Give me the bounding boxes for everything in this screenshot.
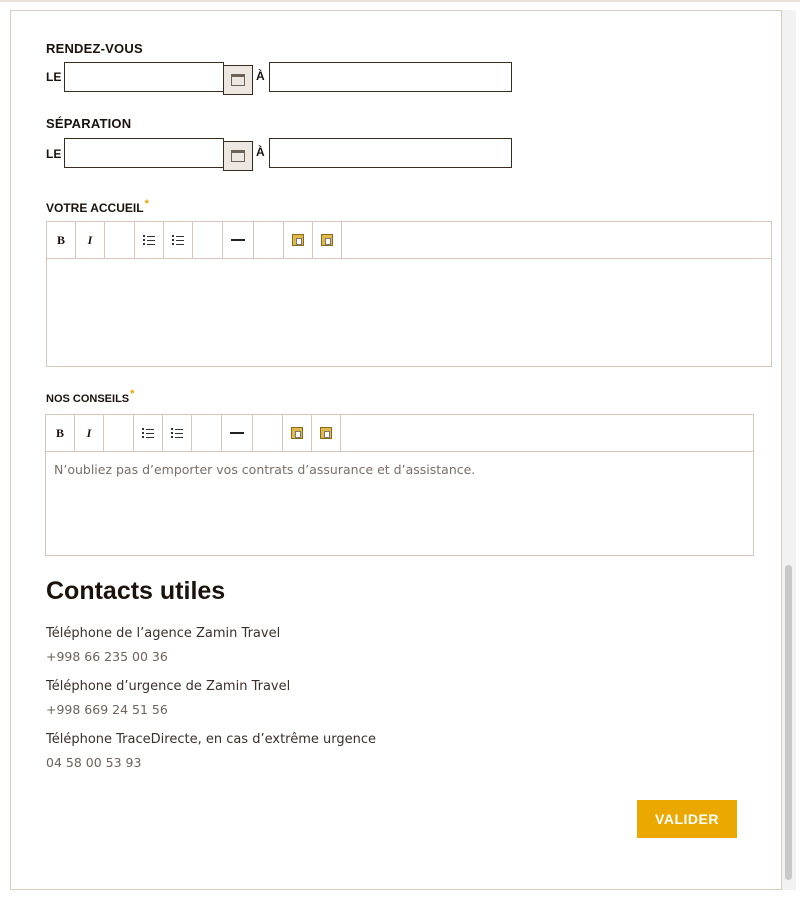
paste-text-button[interactable] bbox=[284, 222, 313, 258]
calendar-icon bbox=[231, 150, 245, 162]
contact-emergency-phone: +998 669 24 51 56 bbox=[46, 702, 168, 717]
separation-date-input[interactable] bbox=[64, 138, 224, 168]
toolbar-separator bbox=[192, 415, 222, 451]
accueil-label-text: VOTRE ACCUEIL bbox=[46, 201, 144, 215]
conseils-label-text: NOS CONSEILS bbox=[46, 393, 130, 405]
submit-button[interactable]: VALIDER bbox=[637, 800, 737, 838]
horizontal-rule-icon bbox=[230, 432, 244, 434]
accueil-label bbox=[46, 198, 149, 215]
contact-agency-phone: +998 66 235 00 36 bbox=[46, 649, 168, 664]
contact-emergency-label: Téléphone d’urgence de Zamin Travel bbox=[46, 679, 291, 694]
numbered-list-button[interactable] bbox=[164, 222, 193, 258]
calendar-icon bbox=[231, 74, 245, 86]
conseils-label bbox=[46, 388, 135, 405]
numbered-list-button[interactable] bbox=[163, 415, 192, 451]
paste-text-icon bbox=[292, 234, 304, 246]
bold-button[interactable]: B bbox=[47, 222, 76, 258]
horizontal-rule-button[interactable] bbox=[222, 415, 253, 451]
toolbar-separator bbox=[193, 222, 223, 258]
toolbar-separator bbox=[105, 222, 135, 258]
numbered-list-icon bbox=[172, 235, 184, 245]
rendezvous-title: RENDEZ-VOUS bbox=[46, 41, 143, 56]
scrollbar-thumb[interactable] bbox=[785, 565, 792, 880]
paste-text-icon bbox=[291, 427, 303, 439]
italic-button[interactable]: I bbox=[75, 415, 104, 451]
bulleted-list-icon bbox=[142, 428, 154, 438]
bulleted-list-button[interactable] bbox=[134, 415, 163, 451]
paste-word-button[interactable] bbox=[313, 222, 342, 258]
paste-word-icon bbox=[321, 234, 333, 246]
bold-button[interactable]: B bbox=[46, 415, 75, 451]
horizontal-rule-button[interactable] bbox=[223, 222, 254, 258]
separation-a-label: À bbox=[256, 145, 265, 159]
horizontal-rule-icon bbox=[231, 239, 245, 241]
accueil-editor bbox=[46, 221, 772, 367]
required-mark: * bbox=[144, 198, 149, 210]
rendezvous-place-input[interactable] bbox=[269, 62, 512, 92]
paste-word-button[interactable] bbox=[312, 415, 341, 451]
rendezvous-a-label: À bbox=[256, 69, 265, 83]
bulleted-list-button[interactable] bbox=[135, 222, 164, 258]
bulleted-list-icon bbox=[143, 235, 155, 245]
top-edge bbox=[0, 0, 800, 2]
rendezvous-calendar-button[interactable] bbox=[223, 65, 253, 95]
conseils-editor bbox=[45, 414, 754, 556]
contact-tracedirecte-label: Téléphone TraceDirecte, en cas d’extrême urgence bbox=[46, 732, 377, 747]
paste-text-button[interactable] bbox=[283, 415, 312, 451]
conseils-content[interactable]: N’oubliez pas d’emporter vos contrats d’assurance et d’assistance. bbox=[54, 462, 476, 477]
toolbar-separator bbox=[253, 415, 283, 451]
numbered-list-icon bbox=[171, 428, 183, 438]
required-mark: * bbox=[130, 388, 135, 400]
accueil-content[interactable] bbox=[47, 259, 771, 279]
toolbar-separator bbox=[254, 222, 284, 258]
accueil-toolbar bbox=[47, 222, 771, 259]
contact-tracedirecte-phone: 04 58 00 53 93 bbox=[46, 755, 142, 770]
rendezvous-le-label: LE bbox=[46, 70, 62, 84]
rendezvous-date-input[interactable] bbox=[64, 62, 224, 92]
separation-calendar-button[interactable] bbox=[223, 141, 253, 171]
contacts-title: Contacts utiles bbox=[46, 577, 226, 605]
contact-agency-label: Téléphone de l’agence Zamin Travel bbox=[46, 626, 281, 641]
separation-place-input[interactable] bbox=[269, 138, 512, 168]
italic-button[interactable]: I bbox=[76, 222, 105, 258]
conseils-toolbar bbox=[46, 415, 753, 452]
separation-title: SÉPARATION bbox=[46, 116, 132, 131]
toolbar-separator bbox=[104, 415, 134, 451]
paste-word-icon bbox=[320, 427, 332, 439]
separation-le-label: LE bbox=[46, 147, 62, 161]
